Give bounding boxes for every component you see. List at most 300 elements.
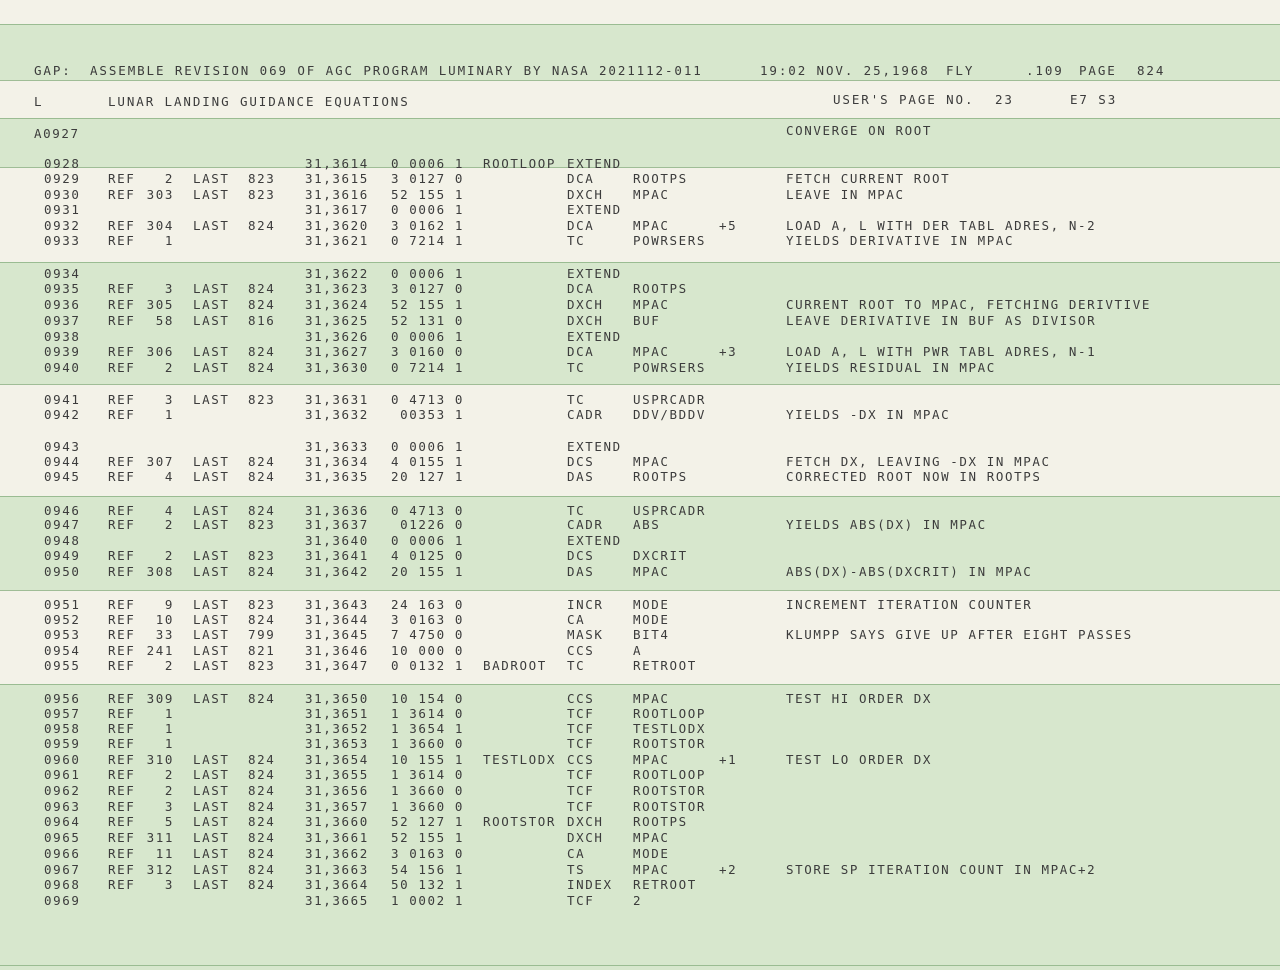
opcode: DCS	[567, 454, 595, 469]
seq-number: 0931	[44, 202, 81, 217]
opcode: EXTEND	[567, 329, 622, 344]
operand: A	[633, 643, 643, 658]
address: 31,3637	[305, 517, 369, 532]
ref-number: 311	[146, 830, 174, 845]
seq-number: 0947	[44, 517, 81, 532]
seq-number: 0949	[44, 548, 81, 563]
operand: MPAC	[633, 564, 670, 579]
last-page: 824	[248, 360, 276, 375]
last-page: 823	[248, 171, 276, 186]
operand: MPAC	[633, 344, 670, 359]
operand: RETROOT	[633, 877, 697, 892]
opcode: TC	[567, 233, 586, 248]
line-comment: ABS(DX)-ABS(DXCRIT) IN MPAC	[786, 564, 1033, 579]
line-comment: STORE SP ITERATION COUNT IN MPAC+2	[786, 862, 1097, 877]
symbol-label: BADROOT	[483, 658, 547, 673]
ref-number: 3	[164, 281, 174, 296]
object-word: 1 3614 0	[390, 767, 464, 782]
object-word: 0 7214 1	[390, 233, 464, 248]
address: 31,3655	[305, 767, 369, 782]
object-word: 0 0132 1	[390, 658, 464, 673]
last-page: 824	[248, 862, 276, 877]
operand: ROOTLOOP	[633, 706, 707, 721]
ref-number: 5	[164, 814, 174, 829]
opcode: INDEX	[567, 877, 613, 892]
operand: POWRSERS	[633, 360, 707, 375]
block-comment: CONVERGE ON ROOT	[786, 123, 933, 138]
last-label: LAST	[193, 799, 230, 814]
object-word: 1 3614 0	[390, 706, 464, 721]
last-page: 824	[248, 281, 276, 296]
ref-number: 2	[164, 171, 174, 186]
address: 31,3634	[305, 454, 369, 469]
line-comment: CURRENT ROOT TO MPAC, FETCHING DERIVTIVE	[786, 297, 1152, 312]
operand: ROOTSTOR	[633, 783, 707, 798]
line-comment: LEAVE IN MPAC	[786, 187, 905, 202]
last-label: LAST	[193, 548, 230, 563]
object-word: 0 0006 1	[390, 202, 464, 217]
ref-number: 306	[146, 344, 174, 359]
seq-number: 0959	[44, 736, 81, 751]
seq-number: 0930	[44, 187, 81, 202]
ref-label: REF	[108, 612, 136, 627]
object-word: 52 155 1	[390, 297, 464, 312]
seq-number: 0943	[44, 439, 81, 454]
last-label: LAST	[193, 643, 230, 658]
ref-number: 10	[155, 612, 174, 627]
address: 31,3636	[305, 503, 369, 518]
ref-label: REF	[108, 297, 136, 312]
operand: MPAC	[633, 218, 670, 233]
ref-number: 4	[164, 503, 174, 518]
ref-number: 1	[164, 233, 174, 248]
seq-number: 0929	[44, 171, 81, 186]
ref-label: REF	[108, 752, 136, 767]
object-word: 52 155 1	[390, 830, 464, 845]
last-label: LAST	[193, 767, 230, 782]
operand-modifier: +3	[719, 344, 738, 359]
last-label: LAST	[193, 187, 230, 202]
ref-label: REF	[108, 767, 136, 782]
last-page: 824	[248, 767, 276, 782]
object-word: 3 0127 0	[390, 281, 464, 296]
seq-number: 0944	[44, 454, 81, 469]
opcode: EXTEND	[567, 156, 622, 171]
ref-number: 2	[164, 517, 174, 532]
last-page: 824	[248, 799, 276, 814]
address: 31,3646	[305, 643, 369, 658]
object-word: 7 4750 0	[390, 627, 464, 642]
operand: MODE	[633, 846, 670, 861]
address: 31,3651	[305, 706, 369, 721]
seq-number: 0955	[44, 658, 81, 673]
opcode: CCS	[567, 691, 595, 706]
address: 31,3662	[305, 846, 369, 861]
opcode: CADR	[567, 517, 604, 532]
operand-modifier: +2	[719, 862, 738, 877]
seq-number: 0964	[44, 814, 81, 829]
last-page: 824	[248, 877, 276, 892]
last-page: 824	[248, 846, 276, 861]
ref-number: 33	[155, 627, 174, 642]
opcode: CA	[567, 612, 586, 627]
last-label: LAST	[193, 752, 230, 767]
last-page: 824	[248, 454, 276, 469]
opcode: DXCH	[567, 313, 604, 328]
paper-band	[0, 118, 1280, 167]
symbol-label: TESTLODX	[483, 752, 557, 767]
seq-number: 0946	[44, 503, 81, 518]
ref-label: REF	[108, 627, 136, 642]
users-page-label: USER'S PAGE NO.	[833, 92, 975, 107]
opcode: DCS	[567, 548, 595, 563]
seq-number: 0958	[44, 721, 81, 736]
line-comment: YIELDS ABS(DX) IN MPAC	[786, 517, 987, 532]
object-word: 1 3660 0	[390, 799, 464, 814]
ref-label: REF	[108, 783, 136, 798]
operand: DDV/BDDV	[633, 407, 707, 422]
seq-number: 0932	[44, 218, 81, 233]
opcode: TC	[567, 392, 586, 407]
line-comment: CORRECTED ROOT NOW IN ROOTPS	[786, 469, 1042, 484]
operand-modifier: +1	[719, 752, 738, 767]
opcode: DXCH	[567, 187, 604, 202]
ref-number: 3	[164, 877, 174, 892]
seq-number: 0933	[44, 233, 81, 248]
object-word: 1 3660 0	[390, 736, 464, 751]
object-word: 0 0006 1	[390, 329, 464, 344]
ref-number: 1	[164, 736, 174, 751]
ref-label: REF	[108, 503, 136, 518]
address: 31,3640	[305, 533, 369, 548]
address: 31,3625	[305, 313, 369, 328]
ref-label: REF	[108, 517, 136, 532]
ref-label: REF	[108, 643, 136, 658]
seq-number: 0939	[44, 344, 81, 359]
seq-number: 0967	[44, 862, 81, 877]
line-comment: LOAD A, L WITH DER TABL ADRES, N-2	[786, 218, 1097, 233]
ref-number: 308	[146, 564, 174, 579]
ref-label: REF	[108, 392, 136, 407]
last-label: LAST	[193, 862, 230, 877]
last-label: LAST	[193, 846, 230, 861]
ref-number: 304	[146, 218, 174, 233]
object-word: 10 000 0	[390, 643, 464, 658]
ref-label: REF	[108, 799, 136, 814]
object-word: 4 0125 0	[390, 548, 464, 563]
section-mark: L	[34, 94, 44, 109]
operand: MPAC	[633, 297, 670, 312]
address: 31,3665	[305, 893, 369, 908]
object-word: 3 0163 0	[390, 846, 464, 861]
seq-number: 0957	[44, 706, 81, 721]
last-label: LAST	[193, 469, 230, 484]
operand: MODE	[633, 612, 670, 627]
seq-number: 0953	[44, 627, 81, 642]
operand: MPAC	[633, 862, 670, 877]
line-comment: TEST LO ORDER DX	[786, 752, 933, 767]
paper-rule	[0, 590, 1280, 591]
object-word: 3 0163 0	[390, 612, 464, 627]
seq-number: 0940	[44, 360, 81, 375]
opcode: TC	[567, 360, 586, 375]
address: 31,3615	[305, 171, 369, 186]
address: 31,3656	[305, 783, 369, 798]
address: 31,3620	[305, 218, 369, 233]
ref-number: 307	[146, 454, 174, 469]
line-comment: LEAVE DERIVATIVE IN BUF AS DIVISOR	[786, 313, 1097, 328]
sheet-code: E7 S3	[1070, 92, 1118, 107]
seq-number: 0961	[44, 767, 81, 782]
ref-label: REF	[108, 814, 136, 829]
ref-label: REF	[108, 721, 136, 736]
seq-number: 0928	[44, 156, 81, 171]
ref-number: 241	[146, 643, 174, 658]
seq-number: 0968	[44, 877, 81, 892]
last-label: LAST	[193, 171, 230, 186]
opcode: TC	[567, 658, 586, 673]
ref-label: REF	[108, 691, 136, 706]
line-comment: FETCH DX, LEAVING -DX IN MPAC	[786, 454, 1051, 469]
seq-number: 0966	[44, 846, 81, 861]
seq-number: 0960	[44, 752, 81, 767]
seq-number: 0965	[44, 830, 81, 845]
paper-rule	[0, 118, 1280, 119]
operand: USPRCADR	[633, 503, 707, 518]
last-page: 824	[248, 752, 276, 767]
last-label: LAST	[193, 830, 230, 845]
ref-label: REF	[108, 469, 136, 484]
opcode: DCA	[567, 171, 595, 186]
last-page: 799	[248, 627, 276, 642]
last-label: LAST	[193, 597, 230, 612]
operand: RETROOT	[633, 658, 697, 673]
last-page: 824	[248, 783, 276, 798]
last-label: LAST	[193, 517, 230, 532]
last-page: 823	[248, 658, 276, 673]
ref-label: REF	[108, 597, 136, 612]
object-word: 00353 1	[400, 407, 464, 422]
opcode: DXCH	[567, 297, 604, 312]
last-page: 824	[248, 469, 276, 484]
ref-label: REF	[108, 344, 136, 359]
ref-label: REF	[108, 862, 136, 877]
opcode: DCA	[567, 344, 595, 359]
seq-number: 0956	[44, 691, 81, 706]
last-label: LAST	[193, 877, 230, 892]
card-number: A0927	[34, 126, 80, 141]
last-page: 823	[248, 517, 276, 532]
address: 31,3631	[305, 392, 369, 407]
paper-rule	[0, 262, 1280, 263]
object-word: 20 127 1	[390, 469, 464, 484]
seq-number: 0935	[44, 281, 81, 296]
paper-rule	[0, 24, 1280, 25]
last-label: LAST	[193, 392, 230, 407]
assembly-title: ASSEMBLE REVISION 069 OF AGC PROGRAM LUMINARY BY NASA 2021112-011	[90, 63, 703, 78]
seq-number: 0936	[44, 297, 81, 312]
ref-number: 309	[146, 691, 174, 706]
ref-label: REF	[108, 658, 136, 673]
ref-label: REF	[108, 187, 136, 202]
last-page: 824	[248, 814, 276, 829]
last-page: 824	[248, 297, 276, 312]
opcode: INCR	[567, 597, 604, 612]
object-word: 3 0162 1	[390, 218, 464, 233]
opcode: DCA	[567, 281, 595, 296]
ref-number: 2	[164, 783, 174, 798]
assembly-version: .109	[1026, 63, 1064, 78]
opcode: EXTEND	[567, 266, 622, 281]
opcode: TC	[567, 503, 586, 518]
ref-number: 3	[164, 799, 174, 814]
opcode: EXTEND	[567, 533, 622, 548]
ref-label: REF	[108, 830, 136, 845]
last-label: LAST	[193, 313, 230, 328]
address: 31,3644	[305, 612, 369, 627]
opcode: TCF	[567, 783, 595, 798]
opcode: CADR	[567, 407, 604, 422]
address: 31,3632	[305, 407, 369, 422]
ref-label: REF	[108, 736, 136, 751]
address: 31,3641	[305, 548, 369, 563]
last-page: 824	[248, 564, 276, 579]
ref-number: 9	[164, 597, 174, 612]
object-word: 1 3654 1	[390, 721, 464, 736]
section-title: LUNAR LANDING GUIDANCE EQUATIONS	[108, 94, 410, 109]
operand: ROOTPS	[633, 281, 688, 296]
last-label: LAST	[193, 612, 230, 627]
ref-label: REF	[108, 846, 136, 861]
ref-number: 4	[164, 469, 174, 484]
operand: MPAC	[633, 691, 670, 706]
ref-number: 312	[146, 862, 174, 877]
object-word: 52 131 0	[390, 313, 464, 328]
seq-number: 0937	[44, 313, 81, 328]
last-label: LAST	[193, 627, 230, 642]
ref-label: REF	[108, 171, 136, 186]
operand: ROOTSTOR	[633, 799, 707, 814]
address: 31,3617	[305, 202, 369, 217]
ref-label: REF	[108, 706, 136, 721]
line-comment: YIELDS -DX IN MPAC	[786, 407, 951, 422]
address: 31,3622	[305, 266, 369, 281]
object-word: 3 0127 0	[390, 171, 464, 186]
object-word: 0 0006 1	[390, 156, 464, 171]
object-word: 20 155 1	[390, 564, 464, 579]
object-word: 0 0006 1	[390, 266, 464, 281]
seq-number: 0969	[44, 893, 81, 908]
opcode: DAS	[567, 469, 595, 484]
address: 31,3642	[305, 564, 369, 579]
address: 31,3652	[305, 721, 369, 736]
address: 31,3654	[305, 752, 369, 767]
address: 31,3650	[305, 691, 369, 706]
object-word: 0 0006 1	[390, 439, 464, 454]
last-page: 821	[248, 643, 276, 658]
object-word: 52 127 1	[390, 814, 464, 829]
address: 31,3645	[305, 627, 369, 642]
last-page: 824	[248, 830, 276, 845]
paper-rule	[0, 384, 1280, 385]
seq-number: 0950	[44, 564, 81, 579]
address: 31,3614	[305, 156, 369, 171]
opcode: EXTEND	[567, 202, 622, 217]
last-label: LAST	[193, 783, 230, 798]
address: 31,3664	[305, 877, 369, 892]
object-word: 52 155 1	[390, 187, 464, 202]
address: 31,3624	[305, 297, 369, 312]
ref-label: REF	[108, 877, 136, 892]
paper-rule	[0, 80, 1280, 81]
ref-number: 58	[155, 313, 174, 328]
page-number: 824	[1137, 63, 1166, 78]
opcode: TCF	[567, 799, 595, 814]
operand: ROOTLOOP	[633, 767, 707, 782]
operand: ROOTSTOR	[633, 736, 707, 751]
object-word: 10 155 1	[390, 752, 464, 767]
paper-rule	[0, 684, 1280, 685]
object-word: 4 0155 1	[390, 454, 464, 469]
ref-number: 1	[164, 407, 174, 422]
address: 31,3653	[305, 736, 369, 751]
last-page: 823	[248, 187, 276, 202]
operand: MPAC	[633, 454, 670, 469]
address: 31,3657	[305, 799, 369, 814]
seq-number: 0938	[44, 329, 81, 344]
line-comment: TEST HI ORDER DX	[786, 691, 933, 706]
ref-label: REF	[108, 281, 136, 296]
assembler-label: GAP:	[34, 63, 72, 78]
paper-band	[0, 0, 1280, 24]
last-page: 824	[248, 691, 276, 706]
object-word: 0 7214 1	[390, 360, 464, 375]
last-label: LAST	[193, 503, 230, 518]
last-page: 824	[248, 503, 276, 518]
users-page-number: 23	[995, 92, 1014, 107]
operand: MPAC	[633, 752, 670, 767]
ref-number: 2	[164, 360, 174, 375]
object-word: 54 156 1	[390, 862, 464, 877]
assembly-timestamp: 19:02 NOV. 25,1968	[760, 63, 930, 78]
seq-number: 0945	[44, 469, 81, 484]
ref-number: 3	[164, 392, 174, 407]
ref-number: 2	[164, 767, 174, 782]
opcode: TCF	[567, 721, 595, 736]
address: 31,3661	[305, 830, 369, 845]
opcode: TCF	[567, 767, 595, 782]
operand: MPAC	[633, 187, 670, 202]
address: 31,3623	[305, 281, 369, 296]
address: 31,3627	[305, 344, 369, 359]
opcode: DCA	[567, 218, 595, 233]
last-label: LAST	[193, 454, 230, 469]
operand: ROOTPS	[633, 171, 688, 186]
opcode: CCS	[567, 643, 595, 658]
address: 31,3630	[305, 360, 369, 375]
seq-number: 0963	[44, 799, 81, 814]
address: 31,3647	[305, 658, 369, 673]
last-page: 824	[248, 344, 276, 359]
last-page: 823	[248, 597, 276, 612]
line-comment: LOAD A, L WITH PWR TABL ADRES, N-1	[786, 344, 1097, 359]
ref-number: 303	[146, 187, 174, 202]
opcode: TCF	[567, 706, 595, 721]
operand: 2	[633, 893, 643, 908]
object-word: 0 4713 0	[390, 392, 464, 407]
operand: MPAC	[633, 830, 670, 845]
paper-rule	[0, 496, 1280, 497]
